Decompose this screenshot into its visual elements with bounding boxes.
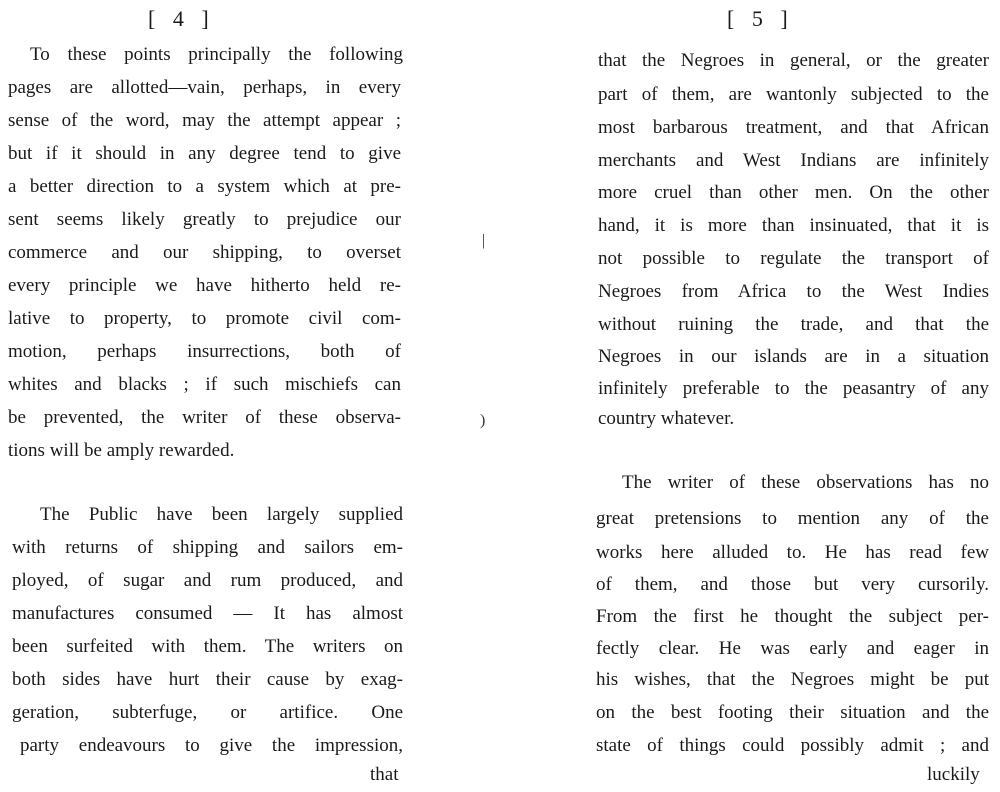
text-line: both sides have hurt their cause by exag- [12,669,403,690]
text-line: whites and blacks ; if such mischiefs can [8,374,401,395]
text-line: From the first he thought the subject per- [596,606,989,627]
page-number-right: [ 5 ] [727,6,794,31]
text-line: party endeavours to give the impression, [20,735,403,756]
text-line: that the Negroes in general, or the greater [598,50,989,71]
text-line: great pretensions to mention any of the [596,508,989,529]
text-line: on the best footing their situation and the [596,702,989,723]
text-line: a better direction to a system which at pre- [8,176,401,197]
text-line: ployed, of sugar and rum produced, and [12,570,403,591]
text-line: not possible to regulate the transport of [598,248,989,269]
page-number-left: [ 4 ] [148,6,215,31]
text-line: motion, perhaps insurrections, both of [8,341,401,362]
text-line: pages are allotted—vain, perhaps, in every [8,77,401,98]
text-line: manufactures consumed — It has almost [12,603,403,624]
text-line: tions will be amply rewarded. [8,440,235,461]
text-line: The writer of these observations has no [622,472,989,493]
text-line: Negroes in our islands are in a situation [598,346,989,367]
text-line: state of things could possibly admit ; and [596,735,989,756]
text-line: of them, and those but very cursorily. [596,574,989,595]
text-line: hand, it is more than insinuated, that it is [598,215,989,236]
text-line: more cruel than other men. On the other [598,182,989,203]
text-line: without ruining the trade, and that the [598,314,989,335]
text-line: infinitely preferable to the peasantry of any [598,378,989,399]
text-line: but if it should in any degree tend to give [8,143,401,164]
text-line: lative to property, to promote civil com- [8,308,401,329]
gutter-mark: | [482,232,486,249]
text-line: part of them, are wantonly subjected to the [598,84,989,105]
text-line: most barbarous treatment, and that African [598,117,989,138]
text-line: his wishes, that the Negroes might be put [596,669,989,690]
text-line: been surfeited with them. The writers on [12,636,403,657]
text-line: with returns of shipping and sailors em- [12,537,403,558]
text-line: Negroes from Africa to the West Indies [598,281,989,302]
text-line: merchants and West Indians are infinitely [598,150,989,171]
text-line: country whatever. [598,408,735,429]
text-line: fectly clear. He was early and eager in [596,638,989,659]
text-line: The Public have been largely supplied [40,504,403,525]
gutter-mark: ) [480,412,486,429]
text-line: geration, subterfuge, or artifice. One [12,702,403,723]
text-line: commerce and our shipping, to overset [8,242,401,263]
catchword-right: luckily [927,764,980,785]
catchword-left: that [370,764,399,785]
text-line: be prevented, the writer of these observa- [8,407,401,428]
text-line: works here alluded to. He has read few [596,542,989,563]
text-line: sense of the word, may the attempt appear ; [8,110,401,131]
text-line: To these points principally the following [30,44,403,65]
text-line: every principle we have hitherto held re- [8,275,401,296]
text-line: sent seems likely greatly to prejudice our [8,209,401,230]
